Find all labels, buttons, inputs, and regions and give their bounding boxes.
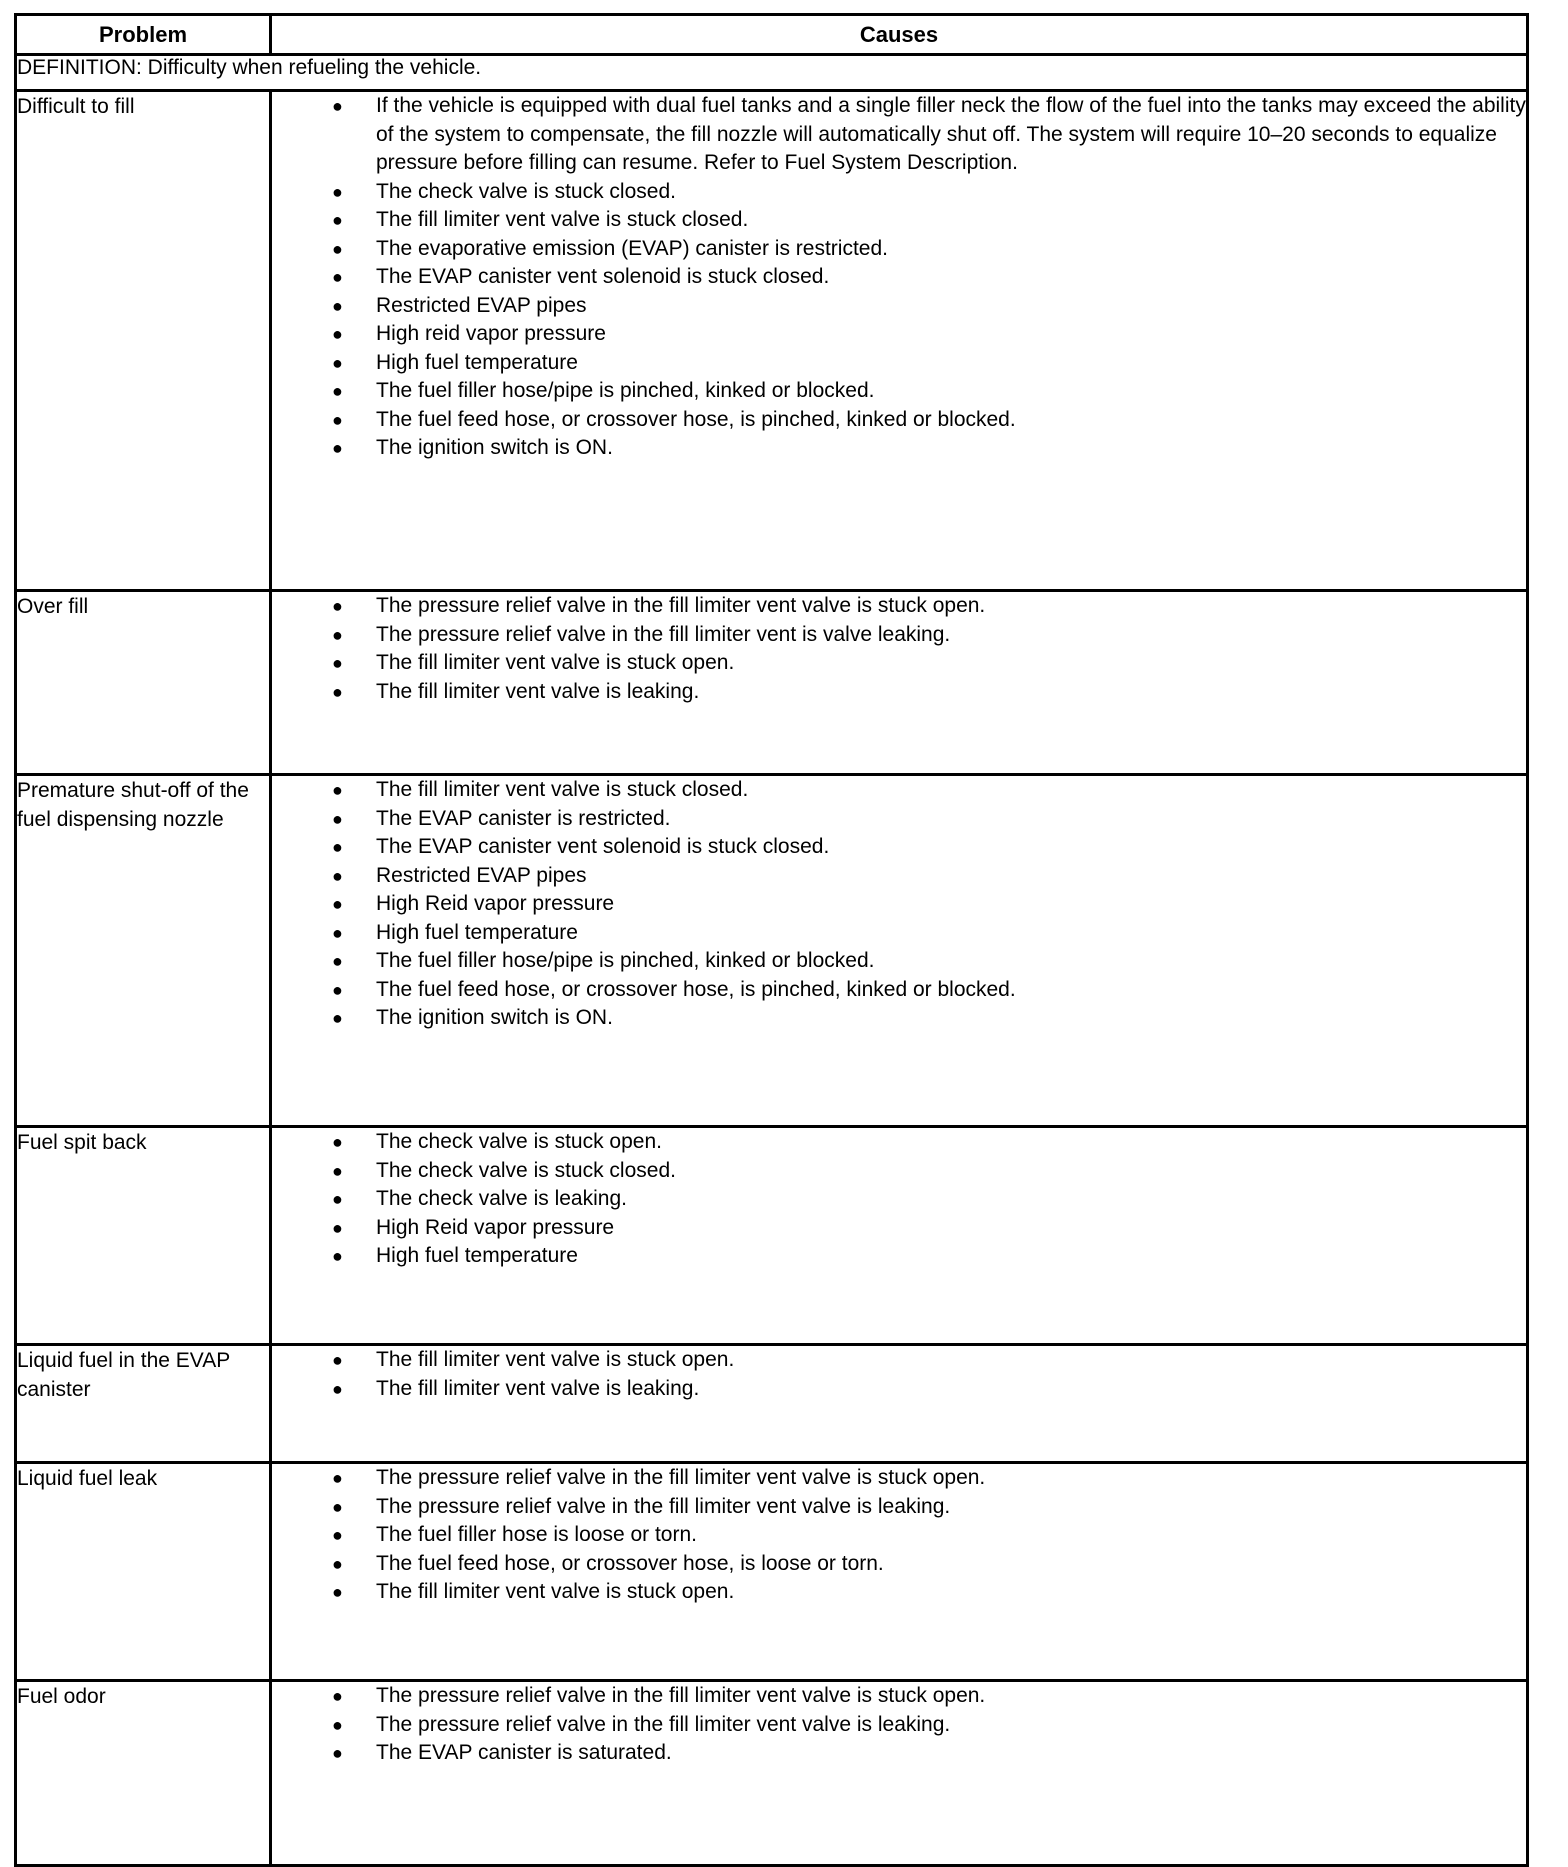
- causes-list: [272, 92, 1526, 463]
- causes-cell: [271, 1463, 1528, 1681]
- cause-item: [272, 349, 1526, 378]
- cause-item: [272, 1185, 1526, 1214]
- table-row: [16, 1463, 1528, 1681]
- causes-list: [272, 776, 1526, 1033]
- bullet-icon: ●: [332, 181, 343, 202]
- bullet-icon: ●: [332, 324, 343, 344]
- cause-item: [272, 976, 1526, 1005]
- bullet-icon: ●: [332, 1160, 343, 1181]
- bullet-icon: ●: [332, 1553, 343, 1574]
- cause-item: [272, 263, 1526, 292]
- bullet-icon: ●: [332, 1350, 343, 1370]
- bullet-icon: ●: [332, 96, 343, 116]
- cause-item: [272, 592, 1526, 621]
- table-row: [16, 591, 1528, 775]
- cause-item: [272, 1739, 1526, 1768]
- cause-item: [272, 1214, 1526, 1243]
- bullet-icon: ●: [332, 1714, 343, 1735]
- cause-item: [272, 805, 1526, 834]
- cause-item: [272, 1493, 1526, 1522]
- bullet-icon: ●: [332, 808, 343, 829]
- cause-text: The EVAP canister vent solenoid is stuck closed.: [376, 835, 830, 858]
- problem-cell: Liquid fuel in the EVAP canister: [16, 1345, 271, 1463]
- cause-item: [272, 320, 1526, 349]
- cause-text: High reid vapor pressure: [376, 322, 606, 345]
- bullet-icon: ●: [332, 295, 343, 316]
- cause-item: [272, 621, 1526, 650]
- causes-list: [272, 1682, 1526, 1768]
- cause-item: [272, 919, 1526, 948]
- cause-item: [272, 1550, 1526, 1579]
- bullet-icon: ●: [332, 267, 343, 287]
- cause-text: The check valve is stuck closed.: [376, 1158, 676, 1182]
- cause-item: [272, 235, 1526, 264]
- cause-item: [272, 862, 1526, 891]
- cause-text: High fuel temperature: [376, 920, 578, 944]
- cause-text: The fill limiter vent valve is stuck open.: [376, 1348, 735, 1371]
- cause-item: [272, 377, 1526, 406]
- cause-text: The fill limiter vent valve is leaking.: [376, 679, 700, 703]
- causes-cell: [271, 91, 1528, 591]
- cause-text: The EVAP canister vent solenoid is stuck closed.: [376, 265, 830, 288]
- cause-item: [272, 206, 1526, 235]
- cause-text: The fill limiter vent valve is stuck open.: [376, 1580, 735, 1603]
- cause-item: [272, 292, 1526, 321]
- bullet-icon: ●: [332, 837, 343, 857]
- cause-item: [272, 1375, 1526, 1404]
- bullet-icon: ●: [332, 979, 343, 1000]
- cause-text: The ignition switch is ON.: [376, 436, 613, 459]
- causes-cell: [271, 591, 1528, 775]
- cause-text: The check valve is stuck closed.: [376, 179, 676, 203]
- cause-item: [272, 1521, 1526, 1550]
- bullet-icon: ●: [332, 1246, 343, 1266]
- bullet-icon: ●: [332, 780, 343, 800]
- causes-cell: [271, 775, 1528, 1127]
- problem-cell: Over fill: [16, 591, 271, 775]
- bullet-icon: ●: [332, 624, 343, 645]
- header-row: [16, 15, 1528, 55]
- bullet-icon: ●: [332, 238, 343, 259]
- cause-text: The pressure relief valve in the fill limiter vent valve is stuck open.: [376, 1684, 986, 1707]
- cause-item: [272, 890, 1526, 919]
- cause-text: The pressure relief valve in the fill limiter vent valve is stuck open.: [376, 594, 986, 617]
- bullet-icon: ●: [332, 894, 343, 914]
- bullet-icon: ●: [332, 653, 343, 673]
- bullet-icon: ●: [332, 352, 343, 373]
- cause-text: The fill limiter vent valve is stuck closed.: [376, 208, 749, 231]
- cause-text: The pressure relief valve in the fill limiter vent valve is stuck open.: [376, 1466, 986, 1489]
- bullet-icon: ●: [332, 1582, 343, 1602]
- cause-text: High Reid vapor pressure: [376, 892, 615, 915]
- cause-text: High fuel temperature: [376, 1244, 578, 1267]
- cause-item: [272, 1004, 1526, 1033]
- bullet-icon: ●: [332, 438, 343, 458]
- cause-text: The pressure relief valve in the fill limiter vent is valve leaking.: [376, 622, 951, 646]
- causes-list: [272, 1346, 1526, 1403]
- cause-text: The fuel filler hose/pipe is pinched, kinked or blocked.: [376, 949, 875, 972]
- cause-text: High fuel temperature: [376, 350, 578, 374]
- bullet-icon: ●: [332, 1468, 343, 1488]
- bullet-icon: ●: [332, 1686, 343, 1706]
- causes-column-header: Causes: [271, 15, 1528, 55]
- bullet-icon: ●: [332, 681, 343, 702]
- cause-item: [272, 947, 1526, 976]
- cause-item: [272, 678, 1526, 707]
- cause-text: The pressure relief valve in the fill limiter vent valve is leaking.: [376, 1712, 951, 1736]
- bullet-icon: ●: [332, 922, 343, 943]
- causes-cell: [271, 1345, 1528, 1463]
- table-row: [16, 1345, 1528, 1463]
- bullet-icon: ●: [332, 381, 343, 401]
- bullet-icon: ●: [332, 1008, 343, 1028]
- bullet-icon: ●: [332, 951, 343, 971]
- cause-text: The ignition switch is ON.: [376, 1006, 613, 1029]
- bullet-icon: ●: [332, 1378, 343, 1399]
- causes-list: [272, 1128, 1526, 1271]
- cause-item: [272, 1682, 1526, 1711]
- cause-item: [272, 1157, 1526, 1186]
- table-row: [16, 1681, 1528, 1866]
- diagnostic-table: [14, 13, 1529, 1867]
- problem-cell: Difficult to fill: [16, 91, 271, 591]
- problem-column-header: Problem: [16, 15, 271, 55]
- bullet-icon: ●: [332, 1743, 343, 1763]
- cause-item: [272, 1128, 1526, 1157]
- cause-item: [272, 1711, 1526, 1740]
- bullet-icon: ●: [332, 1525, 343, 1545]
- definition-text: DEFINITION: Difficulty when refueling the vehicle.: [16, 55, 1528, 91]
- cause-item: [272, 406, 1526, 435]
- cause-text: If the vehicle is equipped with dual fuel tanks and a single filler neck the flow of the fuel into the tanks may exceed the ability of the system to compensate, the fill nozzle will automatically shut off. The system will require 10–20 seconds to equalize pressure before filling can resume. Refer to Fuel System Description.: [376, 94, 1526, 174]
- causes-cell: [271, 1681, 1528, 1866]
- problem-cell: Premature shut-off of the fuel dispensing nozzle: [16, 775, 271, 1127]
- table-row: [16, 1127, 1528, 1345]
- cause-text: The fuel filler hose/pipe is pinched, kinked or blocked.: [376, 379, 875, 402]
- cause-item: [272, 1578, 1526, 1607]
- table-row: [16, 775, 1528, 1127]
- definition-row: [16, 55, 1528, 91]
- cause-item: [272, 1464, 1526, 1493]
- cause-text: The fill limiter vent valve is stuck open.: [376, 651, 735, 674]
- cause-text: The check valve is leaking.: [376, 1187, 627, 1210]
- causes-list: [272, 592, 1526, 706]
- problem-cell: Liquid fuel leak: [16, 1463, 271, 1681]
- bullet-icon: ●: [332, 1496, 343, 1517]
- cause-text: High Reid vapor pressure: [376, 1215, 615, 1239]
- cause-item: [272, 833, 1526, 862]
- bullet-icon: ●: [332, 1132, 343, 1152]
- cause-text: Restricted EVAP pipes: [376, 863, 587, 887]
- cause-text: The EVAP canister is restricted.: [376, 806, 671, 830]
- cause-text: The check valve is stuck open.: [376, 1130, 662, 1153]
- bullet-icon: ●: [332, 596, 343, 616]
- bullet-icon: ●: [332, 1217, 343, 1238]
- problem-cell: Fuel spit back: [16, 1127, 271, 1345]
- cause-text: The fill limiter vent valve is leaking.: [376, 1376, 700, 1400]
- cause-text: Restricted EVAP pipes: [376, 293, 587, 317]
- causes-cell: [271, 1127, 1528, 1345]
- cause-text: The evaporative emission (EVAP) canister is restricted.: [376, 236, 888, 260]
- cause-text: The fuel feed hose, or crossover hose, is pinched, kinked or blocked.: [376, 407, 1016, 431]
- cause-item: [272, 1242, 1526, 1271]
- bullet-icon: ●: [332, 865, 343, 886]
- cause-item: [272, 1346, 1526, 1375]
- cause-text: The pressure relief valve in the fill limiter vent valve is leaking.: [376, 1494, 951, 1518]
- cause-item: [272, 649, 1526, 678]
- cause-item: [272, 178, 1526, 207]
- causes-list: [272, 1464, 1526, 1607]
- bullet-icon: ●: [332, 409, 343, 430]
- cause-text: The EVAP canister is saturated.: [376, 1741, 672, 1764]
- cause-text: The fill limiter vent valve is stuck closed.: [376, 778, 749, 801]
- table-row: [16, 91, 1528, 591]
- cause-text: The fuel feed hose, or crossover hose, is pinched, kinked or blocked.: [376, 977, 1016, 1001]
- cause-item: [272, 434, 1526, 463]
- bullet-icon: ●: [332, 210, 343, 230]
- bullet-icon: ●: [332, 1189, 343, 1209]
- cause-text: The fuel filler hose is loose or torn.: [376, 1523, 697, 1546]
- cause-item: [272, 92, 1526, 178]
- cause-item: [272, 776, 1526, 805]
- cause-text: The fuel feed hose, or crossover hose, is loose or torn.: [376, 1551, 884, 1575]
- problem-cell: Fuel odor: [16, 1681, 271, 1866]
